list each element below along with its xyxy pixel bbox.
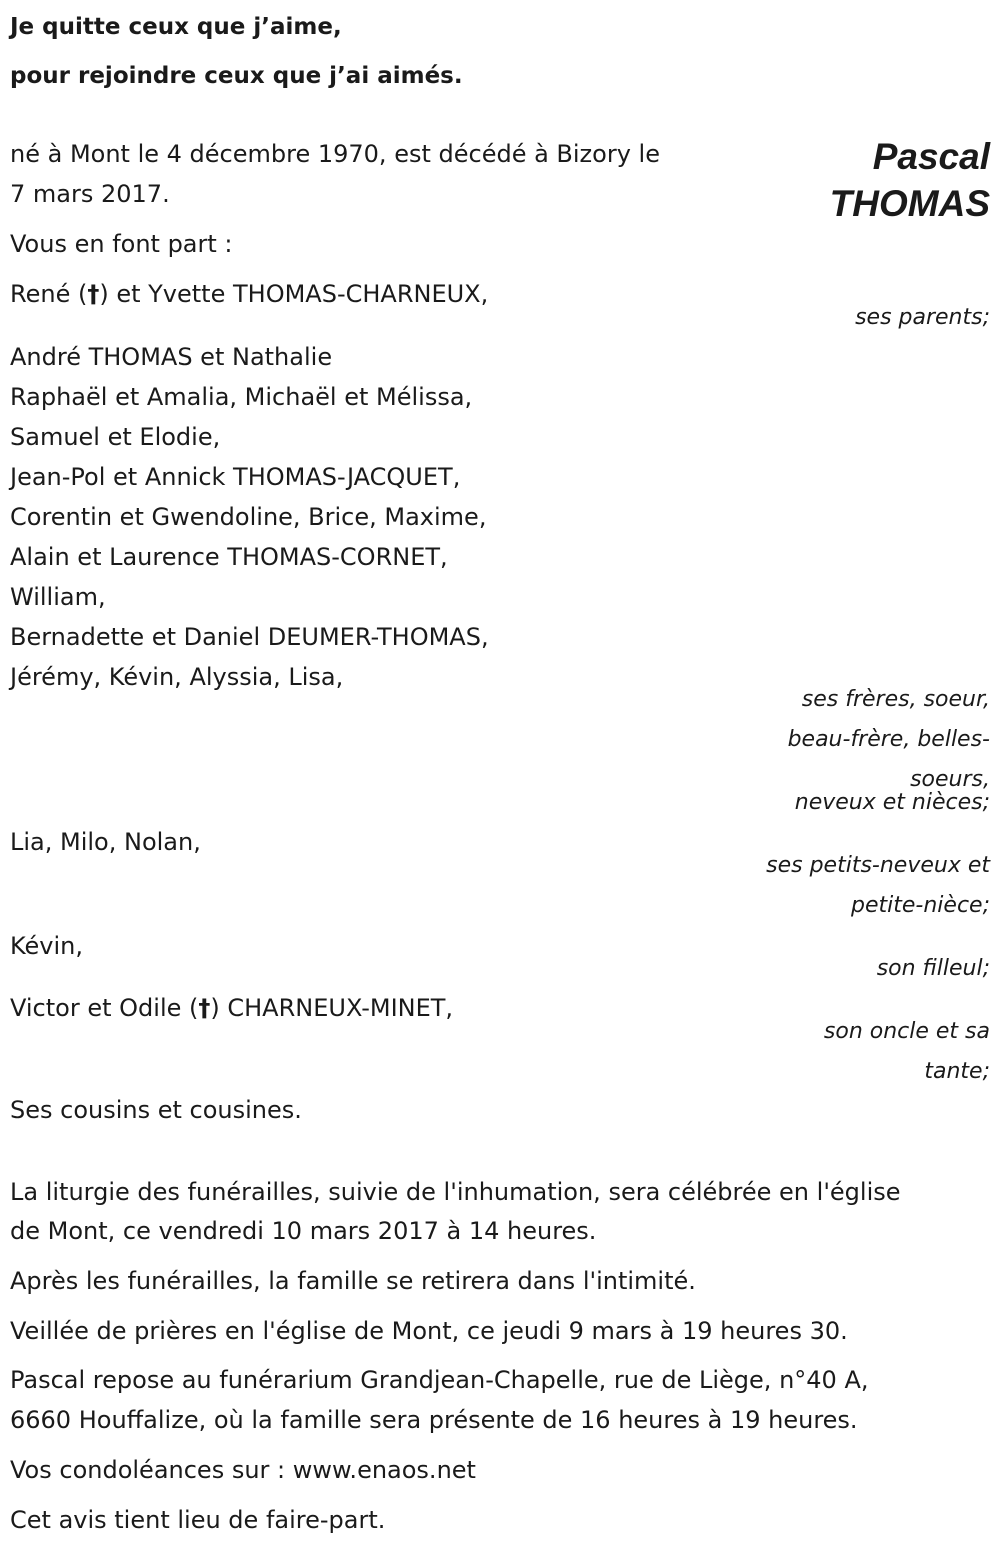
sibling-line: Samuel et Elodie, [10,423,221,451]
rests-line-1: Pascal repose au funérarium Grandjean-Chapelle, rue de Liège, n°40 A, [10,1366,869,1394]
announcement-intro: Vous en font part : [10,230,233,258]
sibling-line: André THOMAS et Nathalie [10,343,333,371]
sibling-line: Corentin et Gwendoline, Brice, Maxime, [10,503,487,531]
rests-line-2: 6660 Houffalize, où la famille sera présente de 16 heures à 19 heures. [10,1406,858,1434]
uncle-aunt-suffix: ) CHARNEUX-MINET, [210,994,454,1022]
parents-suffix: ) et Yvette THOMAS-CHARNEUX, [99,280,489,308]
godson-relation: son filleul; [876,956,990,981]
after-funeral-line: Après les funérailles, la famille se retirera dans l'intimité. [10,1267,696,1295]
deceased-last-name: THOMAS [829,183,990,224]
birth-death-line-2: 7 mars 2017. [10,180,170,208]
grand-nephews-relation-line: petite-nièce; [851,893,990,918]
sibling-line: Raphaël et Amalia, Michaël et Mélissa, [10,383,473,411]
godson-name: Kévin, [10,932,84,960]
deceased-first-name: Pascal [872,136,990,177]
epigraph-line-1: Je quitte ceux que j’aime, [10,14,342,40]
cousins-line: Ses cousins et cousines. [10,1096,302,1124]
siblings-relation-line: ses frères, soeur, [801,687,990,712]
sibling-line: Jérémy, Kévin, Alyssia, Lisa, [10,663,344,691]
siblings-relation-line: neveux et nièces; [794,790,990,815]
notice-line: Cet avis tient lieu de faire-part. [10,1506,386,1534]
parents-relation: ses parents; [855,305,990,330]
sibling-line: Jean-Pol et Annick THOMAS-JACQUET, [10,463,461,491]
sibling-line: Bernadette et Daniel DEUMER-THOMAS, [10,623,489,651]
birth-death-line-1: né à Mont le 4 décembre 1970, est décédé à Bizory le [10,140,660,168]
liturgy-line-2: de Mont, ce vendredi 10 mars 2017 à 14 heures. [10,1217,597,1245]
parents-names [10,274,488,314]
condolences-line: Vos condoléances sur : www.enaos.net [10,1456,476,1484]
liturgy-line-1: La liturgie des funérailles, suivie de l'inhumation, sera célébrée en l'église [10,1178,901,1206]
uncle-aunt-names [10,988,453,1028]
sibling-line: William, [10,583,106,611]
cross-icon: † [87,280,100,308]
uncle-aunt-relation-line: tante; [924,1059,990,1084]
grand-nephews-relation-line: ses petits-neveux et [766,853,990,878]
grand-nephews-names: Lia, Milo, Nolan, [10,828,201,856]
vigil-line: Veillée de prières en l'église de Mont, ce jeudi 9 mars à 19 heures 30. [10,1317,848,1345]
parents-prefix: René ( [10,280,88,308]
siblings-relation-line: beau-frère, belles- [787,727,990,752]
epigraph-line-2: pour rejoindre ceux que j’ai aimés. [10,63,463,89]
sibling-line: Alain et Laurence THOMAS-CORNET, [10,543,448,571]
uncle-aunt-relation-line: son oncle et sa [823,1019,990,1044]
siblings-relation-line: soeurs, [910,767,990,792]
cross-icon: † [198,994,211,1022]
uncle-aunt-prefix: Victor et Odile ( [10,994,199,1022]
